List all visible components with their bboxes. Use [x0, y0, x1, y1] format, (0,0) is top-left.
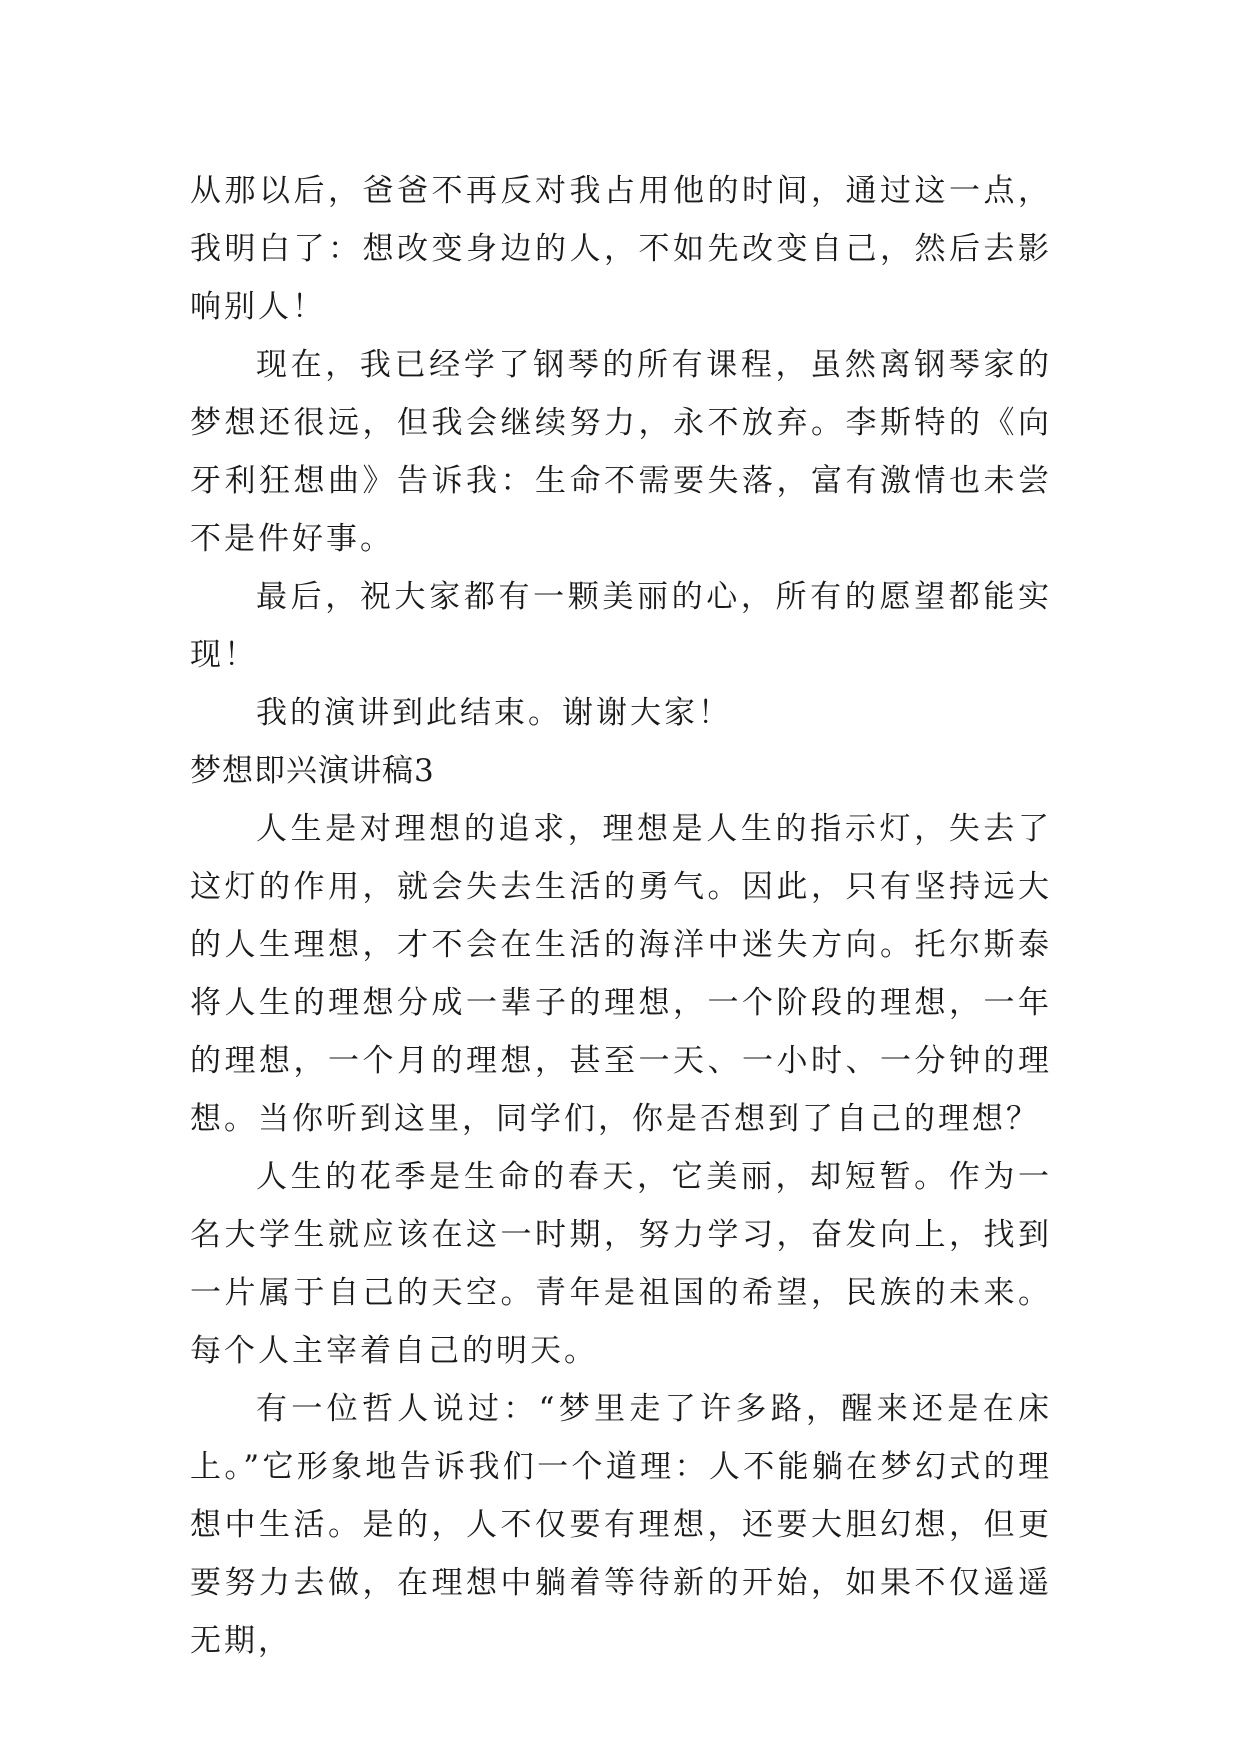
- paragraph: 人生的花季是生命的春天，它美丽，却短暂。作为一名大学生就应该在这一时期，努力学习，奋发向上，找到一片属于自己的天空。青年是祖国的希望，民族的未来。每个人主宰着自己的明天。: [190, 1159, 1052, 1369]
- paragraph: 有一位哲人说过：“梦里走了许多路，醒来还是在床上。”它形象地告诉我们一个道理：人不能躺在梦幻式的理想中生活。是的，人不仅要有理想，还要大胆幻想，但更要努力去做，在理想中躺着等待新的开始，如果不仅遥遥无期，: [190, 1391, 1052, 1659]
- paragraph: 从那以后，爸爸不再反对我占用他的时间，通过这一点，我明白了：想改变身边的人，不如先改变自己，然后去影响别人！: [190, 173, 1052, 325]
- paragraph: 我的演讲到此结束。谢谢大家！: [256, 695, 732, 731]
- paragraph: 人生是对理想的追求，理想是人生的指示灯，失去了这灯的作用，就会失去生活的勇气。因此，只有坚持远大的人生理想，才不会在生活的海洋中迷失方向。托尔斯泰将人生的理想分成一辈子的理想，一个阶段的理想，一年的理想，一个月的理想，甚至一天、一小时、一分钟的理想。当你听到这里，同学们，你是否想到了自己的理想？: [190, 811, 1052, 1137]
- section-title: 梦想即兴演讲稿3: [190, 753, 435, 789]
- paragraph: 现在，我已经学了钢琴的所有课程，虽然离钢琴家的梦想还很远，但我会继续努力，永不放弃。李斯特的《向牙利狂想曲》告诉我：生命不需要失落，富有激情也未尝不是件好事。: [190, 347, 1052, 557]
- document-body: [190, 162, 1052, 1670]
- paragraph: 最后，祝大家都有一颗美丽的心，所有的愿望都能实现！: [190, 579, 1052, 673]
